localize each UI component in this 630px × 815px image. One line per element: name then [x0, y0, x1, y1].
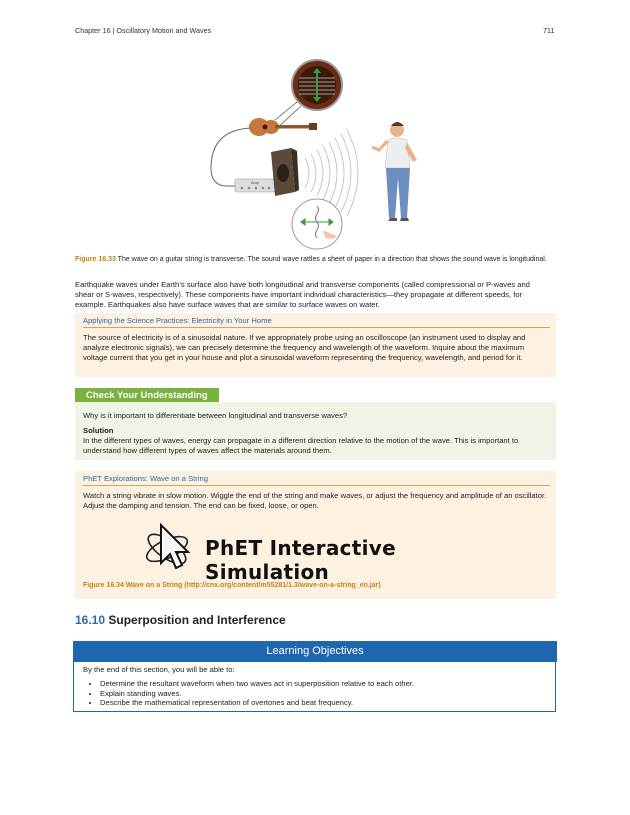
- phet-sim-label: PhET Interactive Simulation: [205, 536, 397, 584]
- phet-title[interactable]: PhET Explorations: Wave on a String: [83, 474, 550, 486]
- phet-sim-link[interactable]: [141, 521, 501, 584]
- page-number: 711: [543, 26, 555, 35]
- check-understanding-tab: Check Your Understanding: [75, 388, 219, 403]
- person-icon: [371, 122, 417, 221]
- list-item: • Determine the resultant waveform when two waves act in superposition relative to each other.: [100, 679, 555, 689]
- guitar-sound-wave-figure: [205, 58, 425, 253]
- figure-label: Figure 16.33: [75, 256, 116, 263]
- phet-logo-icon: [141, 521, 205, 575]
- science-practices-box: [75, 313, 556, 377]
- cyu-question: Why is it important to differentiate between longitudinal and transverse waves?: [83, 411, 348, 420]
- running-header: Chapter 16 | Oscillatory Motion and Waves: [75, 26, 212, 35]
- section-number: 16.10: [75, 613, 106, 627]
- check-understanding-box: [75, 402, 556, 460]
- guitar-icon: [249, 118, 317, 136]
- learning-objectives-header: Learning Objectives: [73, 641, 557, 662]
- section-heading: [75, 613, 286, 627]
- amp-label: Amp: [250, 180, 260, 185]
- figure-16-33-caption: [75, 255, 550, 264]
- phet-text: Watch a string vibrate in slow motion. Wiggle the end of the string and make waves, or adjust the frequency and amplitude of an oscillator. Adjust the damping and tension. The end can be fixed, loose, or open.: [83, 491, 547, 510]
- learning-objectives-box: [73, 662, 556, 712]
- list-item: • Describe the mathematical representation of overtones and beat frequency.: [100, 698, 555, 708]
- speaker-icon: [271, 148, 299, 196]
- figure-16-34-caption[interactable]: Figure 16.34 Wave on a String (http://cnx.org/content/m55281/1.3/wave-on-a-string_en.jar): [83, 582, 381, 589]
- learning-objectives-intro: By the end of this section, you will be able to:: [83, 665, 235, 674]
- phet-box: [75, 471, 556, 599]
- science-practices-text: The source of electricity is of a sinusoidal nature. If we appropriately probe using an oscilloscope (an instrument used to display and analyze electronic signals), we can precisely determine the frequency and wavelength of the waveform. Inquire about the maximum voltage current that you get in your house and plot a sinusoidal waveform representing the frequency, wavelength, and period for it.: [83, 333, 526, 362]
- figure-caption-text: The wave on a guitar string is transverse. The sound wave rattles a sheet of paper in a direction that shows the sound wave is longitudinal.: [115, 256, 547, 263]
- list-item: • Explain standing waves.: [100, 689, 555, 699]
- paper-zoom-icon: [292, 199, 342, 249]
- science-practices-title[interactable]: Applying the Science Practices: Electricity in Your Home: [83, 316, 550, 328]
- string-zoom-icon: [292, 60, 342, 110]
- learning-objectives-list: [74, 679, 555, 708]
- earthquake-paragraph: Earthquake waves under Earth’s surface also have both longitudinal and transverse components (called compressional or P-waves and shear or S-waves, respectively). These components have important individual characteristics—they propagate at different speeds, for example. Earthquakes also have surface waves that are similar to surface waves on water.: [75, 280, 530, 309]
- solution-text: In the different types of waves, energy can propagate in a different direction relative to the motion of the wave. This is important to understand how different types of waves affect the materials around them.: [83, 436, 519, 455]
- solution-label: Solution: [83, 426, 114, 435]
- amplifier-icon: [235, 179, 275, 192]
- section-title: Superposition and Interference: [105, 613, 286, 627]
